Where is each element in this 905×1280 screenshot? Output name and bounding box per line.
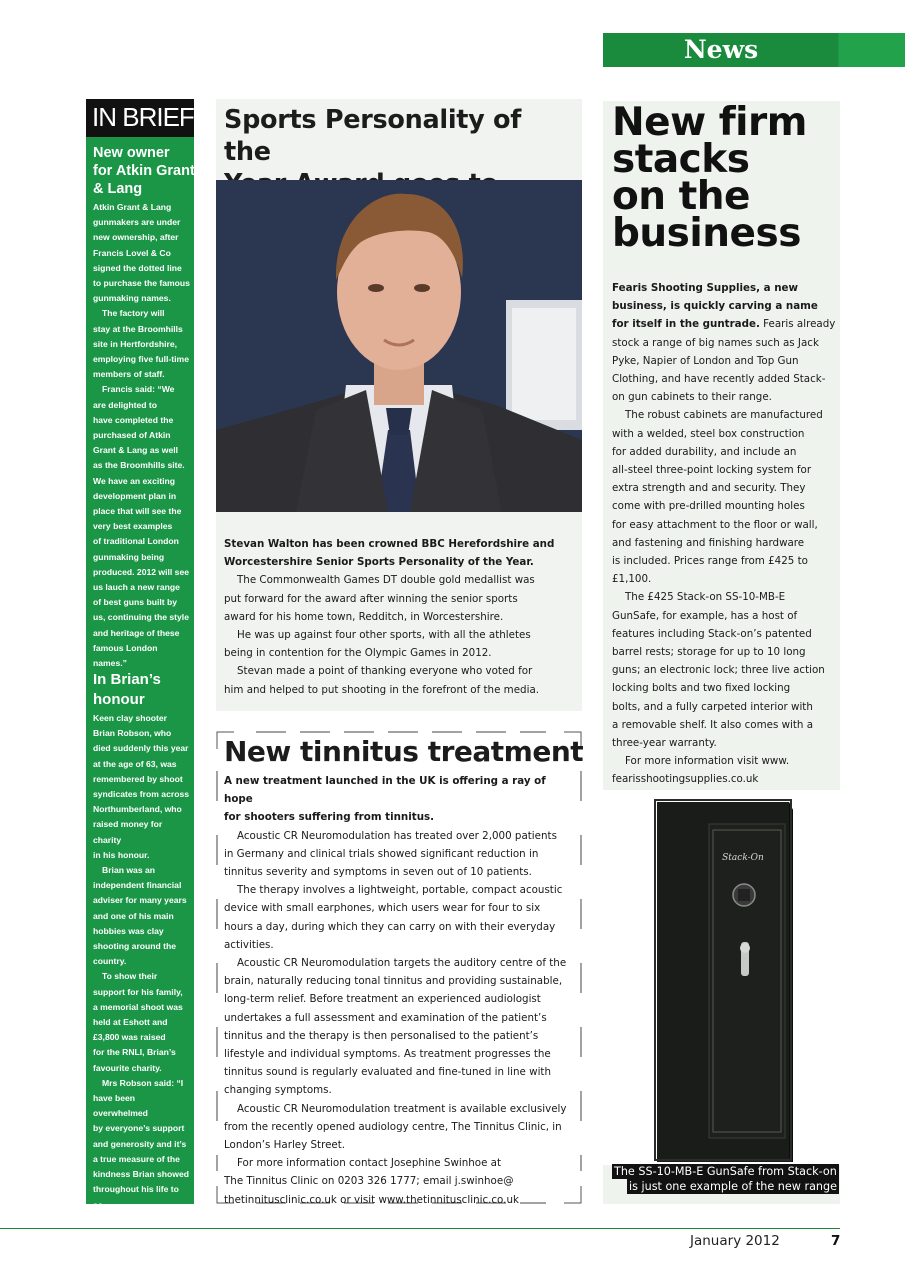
text-line: signed the dotted line: [93, 262, 182, 273]
brief-item2-title-line: honour: [93, 691, 145, 708]
text-line: Fearis already: [759, 318, 836, 331]
safe-brand-text: Stack-On: [722, 853, 764, 863]
paragraph: [93, 969, 190, 1075]
brief-item1-title: [93, 144, 195, 198]
text-line: put forward for the award after winning the senior sports: [224, 592, 518, 605]
text-line: independent financial: [93, 880, 182, 891]
text-line: a true measure of the: [93, 1153, 180, 1164]
text-line: a memorial shoot was: [93, 1001, 183, 1012]
text-line: development plan in: [93, 490, 177, 501]
text-line: in his honour.: [93, 849, 150, 860]
text-line: of best guns built by: [93, 597, 178, 608]
text-line: throughout his life to so: [93, 1184, 179, 1210]
text-line: fearisshootingsupplies.co.uk: [612, 773, 759, 786]
title-line: New firm: [612, 100, 807, 145]
text-line: Acoustic CR Neuromodulation treatment is available exclusively: [237, 1102, 567, 1115]
text-line: famous London names.”: [93, 642, 158, 669]
title-line: on the: [612, 174, 750, 219]
text-line: lifestyle and individual symptoms. As treatment progresses the: [224, 1048, 551, 1061]
text-line: locking bolts and two fixed locking: [612, 682, 791, 695]
text-line: have completed the: [93, 414, 174, 425]
paragraph: [612, 279, 836, 406]
paragraph: [224, 571, 576, 626]
text-line: raised money for charity: [93, 819, 163, 845]
text-line: London’s Harley Street.: [224, 1139, 346, 1152]
text-line: Stevan made a point of thanking everyone who voted for: [237, 665, 533, 678]
text-line: The Tinnitus Clinic on 0203 326 1777; email j.swinhoe@: [224, 1175, 514, 1188]
paragraph: [93, 382, 190, 671]
in-brief-header: [86, 99, 194, 137]
text-line: brain, naturally reducing tonal tinnitus and providing sustainable,: [224, 975, 563, 988]
text-line: tinnitus sound is regularly evaluated and fine-tuned in line with: [224, 1066, 551, 1079]
text-line: being in contention for the Olympic Games in 2012.: [224, 647, 492, 660]
text-line: hours a day, during which they can carry on with their everyday: [224, 920, 556, 933]
text-line: Acoustic CR Neuromodulation targets the auditory centre of the: [237, 957, 567, 970]
gun-safe-photo: [603, 790, 840, 1165]
text-line: for added durability, and include an: [612, 445, 797, 458]
text-line: Atkin Grant & Lang: [93, 202, 172, 212]
text-line: kindness Brian showed: [93, 1169, 189, 1180]
text-line: Pyke, Napier of London and Top Gun: [612, 354, 799, 367]
photo-caption-line: is just one example of the new range: [629, 1180, 838, 1193]
text-line: guns; an electronic lock; three live action: [612, 664, 825, 677]
title-line: business: [612, 211, 801, 256]
text-line: barrel rests; storage for up to 10 long: [612, 646, 806, 659]
text-line: bolts, and a fully carpeted interior with: [612, 700, 813, 713]
text-line: Grant & Lang as well: [93, 445, 179, 456]
text-line: gunmaking being: [93, 551, 165, 562]
text-line: extra strength and and security. They: [612, 482, 806, 495]
text-line: favourite charity.: [93, 1062, 162, 1073]
text-line: remembered by shoot: [93, 773, 183, 784]
section-label: News: [683, 35, 759, 64]
text-line: Stevan Walton has been crowned BBC Herefordshire and: [224, 538, 555, 550]
paragraph: [93, 863, 190, 969]
paragraph: [224, 954, 576, 1100]
text-line: He was up against four other sports, with all the athletes: [237, 629, 531, 642]
text-line: for itself in the guntrade.: [612, 318, 760, 331]
footer-date: January 2012: [690, 1233, 780, 1249]
text-line: for shooters suffering from tinnitus.: [224, 811, 435, 824]
text-line: purchased of Atkin: [93, 430, 171, 441]
paragraph: [612, 588, 836, 752]
title-line: stacks: [612, 137, 750, 182]
text-line: The robust cabinets are manufactured: [625, 409, 823, 422]
text-line: undertakes a full assessment and examination of the patient’s: [224, 1011, 547, 1024]
in-brief-heading: IN BRIEF: [92, 102, 194, 132]
paragraph: [224, 662, 576, 698]
text-line: changing symptoms.: [224, 1084, 332, 1097]
text-line: Brian was an: [102, 865, 156, 876]
text-line: him and helped to put shooting in the forefront of the media.: [224, 683, 540, 696]
text-line: tinnitus and the therapy is then personalised to the patient’s: [224, 1029, 539, 1042]
text-line: place that will see the: [93, 506, 182, 517]
text-line: gunmakers are under: [93, 217, 181, 228]
text-line: Mrs Robson said: “I: [102, 1077, 184, 1088]
text-line: thetinnitusclinic.co.uk or visit www.thetinnitusclinic.co.uk: [224, 1193, 519, 1206]
text-line: The Commonwealth Games DT double gold medallist was: [237, 574, 535, 587]
text-line: hobbies was clay: [93, 925, 164, 936]
text-line: are delighted to: [93, 399, 157, 410]
paragraph: [93, 711, 190, 863]
text-line: Worcestershire Senior Sports Personality of the Year.: [224, 556, 534, 569]
text-line: and generosity and it’s: [93, 1138, 187, 1149]
text-line: Keen clay shooter: [93, 713, 168, 723]
brief-item2-title: [93, 670, 161, 710]
text-line: business, is quickly carving a name: [612, 300, 818, 313]
text-line: GunSafe, for example, has a host of: [612, 609, 798, 622]
text-line: with a welded, steel box construction: [612, 427, 805, 440]
tinnitus-article-title: New tinnitus treatment: [224, 735, 584, 768]
text-line: For more information contact Josephine Swinhoe at: [237, 1157, 502, 1170]
text-line: Northumberland, who: [93, 804, 182, 815]
text-line: have been overwhelmed: [93, 1093, 148, 1119]
title-line: Sports Personality of the: [224, 105, 522, 167]
text-line: gunmaking names.: [93, 293, 171, 304]
text-line: stock a range of big names such as Jack: [612, 336, 819, 349]
tinnitus-article-body: [224, 772, 576, 1209]
text-line: site in Hertfordshire,: [93, 338, 178, 349]
brief-item2-body: [93, 711, 190, 1228]
gun-safe-illustration: [603, 790, 840, 1165]
text-line: three-year warranty.: [612, 737, 717, 750]
text-line: held at Eshott and: [93, 1017, 168, 1028]
text-line: in Germany and clinical trials showed significant reduction in: [224, 847, 539, 860]
photo-caption-line: The SS-10-MB-E GunSafe from Stack-on: [614, 1165, 837, 1178]
stackon-article-body: [612, 279, 836, 789]
text-line: produced. 2012 will see: [93, 566, 190, 577]
text-line: For more information visit www.: [625, 755, 790, 768]
text-line: award for his home town, Redditch, in Worcestershire.: [224, 610, 504, 623]
footer-rule: [0, 1228, 840, 1229]
text-line: us lauch a new range: [93, 582, 180, 593]
text-line: The factory will: [102, 308, 165, 319]
paragraph: [224, 881, 576, 954]
portrait-illustration: [216, 180, 582, 512]
paragraph: [93, 200, 190, 306]
paragraph: [224, 626, 576, 662]
text-line: by everyone’s support: [93, 1123, 185, 1134]
text-line: Clothing, and have recently added Stack-: [612, 373, 826, 386]
text-line: come with pre-drilled mounting holes: [612, 500, 805, 513]
paragraph: [612, 406, 836, 588]
page-number: 7: [831, 1233, 841, 1249]
text-line: from the recently opened audiology centre, The Tinnitus Clinic, in: [224, 1120, 562, 1133]
text-line: to purchase the famous: [93, 278, 190, 289]
text-line: members of staff.: [93, 369, 165, 380]
text-line: and heritage of these: [93, 627, 180, 638]
text-line: To show their: [102, 971, 158, 982]
section-banner: [603, 33, 905, 67]
paragraph: [93, 1076, 190, 1228]
paragraph: [224, 827, 576, 882]
brief-item1-title-line: for Atkin Grant: [93, 163, 195, 179]
text-line: The therapy involves a lightweight, portable, compact acoustic: [237, 884, 563, 897]
portrait-photo: [216, 180, 582, 512]
text-line: and one of his main: [93, 910, 174, 921]
text-line: is included. Prices range from £425 to: [612, 555, 808, 568]
brief-item1-title-line: & Lang: [93, 181, 143, 197]
text-line: shooting around the: [93, 941, 177, 952]
text-line: activities.: [224, 938, 274, 951]
text-line: us, continuing the style: [93, 612, 189, 623]
text-line: for easy attachment to the floor or wall,: [612, 518, 818, 531]
text-line: employing five full-time: [93, 354, 189, 365]
text-line: syndicates from across: [93, 789, 190, 800]
text-line: long-term relief. Before treatment an experienced audiologist: [224, 993, 541, 1006]
text-line: country.: [93, 956, 127, 967]
text-line: The £425 Stack-on SS-10-MB-E: [625, 591, 786, 604]
text-line: new ownership, after: [93, 232, 179, 243]
text-line: many others.”: [93, 1214, 151, 1225]
text-line: We have an exciting: [93, 475, 175, 486]
text-line: device with small earphones, which users wear for four to six: [224, 902, 541, 915]
text-line: and fastening and finishing hardware: [612, 536, 805, 549]
text-line: A new treatment launched in the UK is offering a ray of hope: [224, 775, 546, 806]
text-line: Francis said: “We: [102, 384, 175, 395]
text-line: at the age of 63, was: [93, 758, 177, 769]
text-line: £3,800 was raised: [93, 1032, 166, 1043]
paragraph: [224, 535, 576, 571]
text-line: adviser for many years: [93, 895, 187, 906]
text-line: as the Broomhills site.: [93, 460, 185, 471]
sports-article-body: [224, 535, 576, 699]
text-line: Fearis Shooting Supplies, a new: [612, 282, 799, 294]
text-line: died suddenly this year: [93, 743, 189, 754]
text-line: for the RNLI, Brian’s: [93, 1047, 176, 1058]
brief-item1-body: [93, 200, 190, 671]
paragraph: [612, 752, 836, 788]
text-line: support for his family,: [93, 986, 183, 997]
text-line: on gun cabinets to their range.: [612, 391, 772, 404]
stackon-article-title: [612, 100, 838, 256]
text-line: Acoustic CR Neuromodulation has treated over 2,000 patients: [237, 829, 557, 842]
paragraph: [224, 1154, 576, 1209]
paragraph: [224, 772, 576, 827]
text-line: features including Stack-on’s patented: [612, 627, 812, 640]
text-line: £1,100.: [612, 573, 652, 586]
text-line: stay at the Broomhills: [93, 323, 183, 334]
text-line: Francis Lovel & Co: [93, 247, 171, 258]
brief-item1-title-line: New owner: [93, 145, 170, 161]
text-line: of traditional London: [93, 536, 179, 547]
brief-item2-title-line: In Brian’s: [93, 671, 161, 688]
paragraph: [224, 1100, 576, 1155]
text-line: a removable shelf. It also comes with a: [612, 718, 814, 731]
paragraph: [93, 306, 190, 382]
text-line: all-steel three-point locking system for: [612, 464, 812, 477]
text-line: tinnitus severity and symptoms in seven out of 10 patients.: [224, 866, 532, 879]
text-line: Brian Robson, who: [93, 728, 172, 739]
text-line: very best examples: [93, 521, 173, 532]
